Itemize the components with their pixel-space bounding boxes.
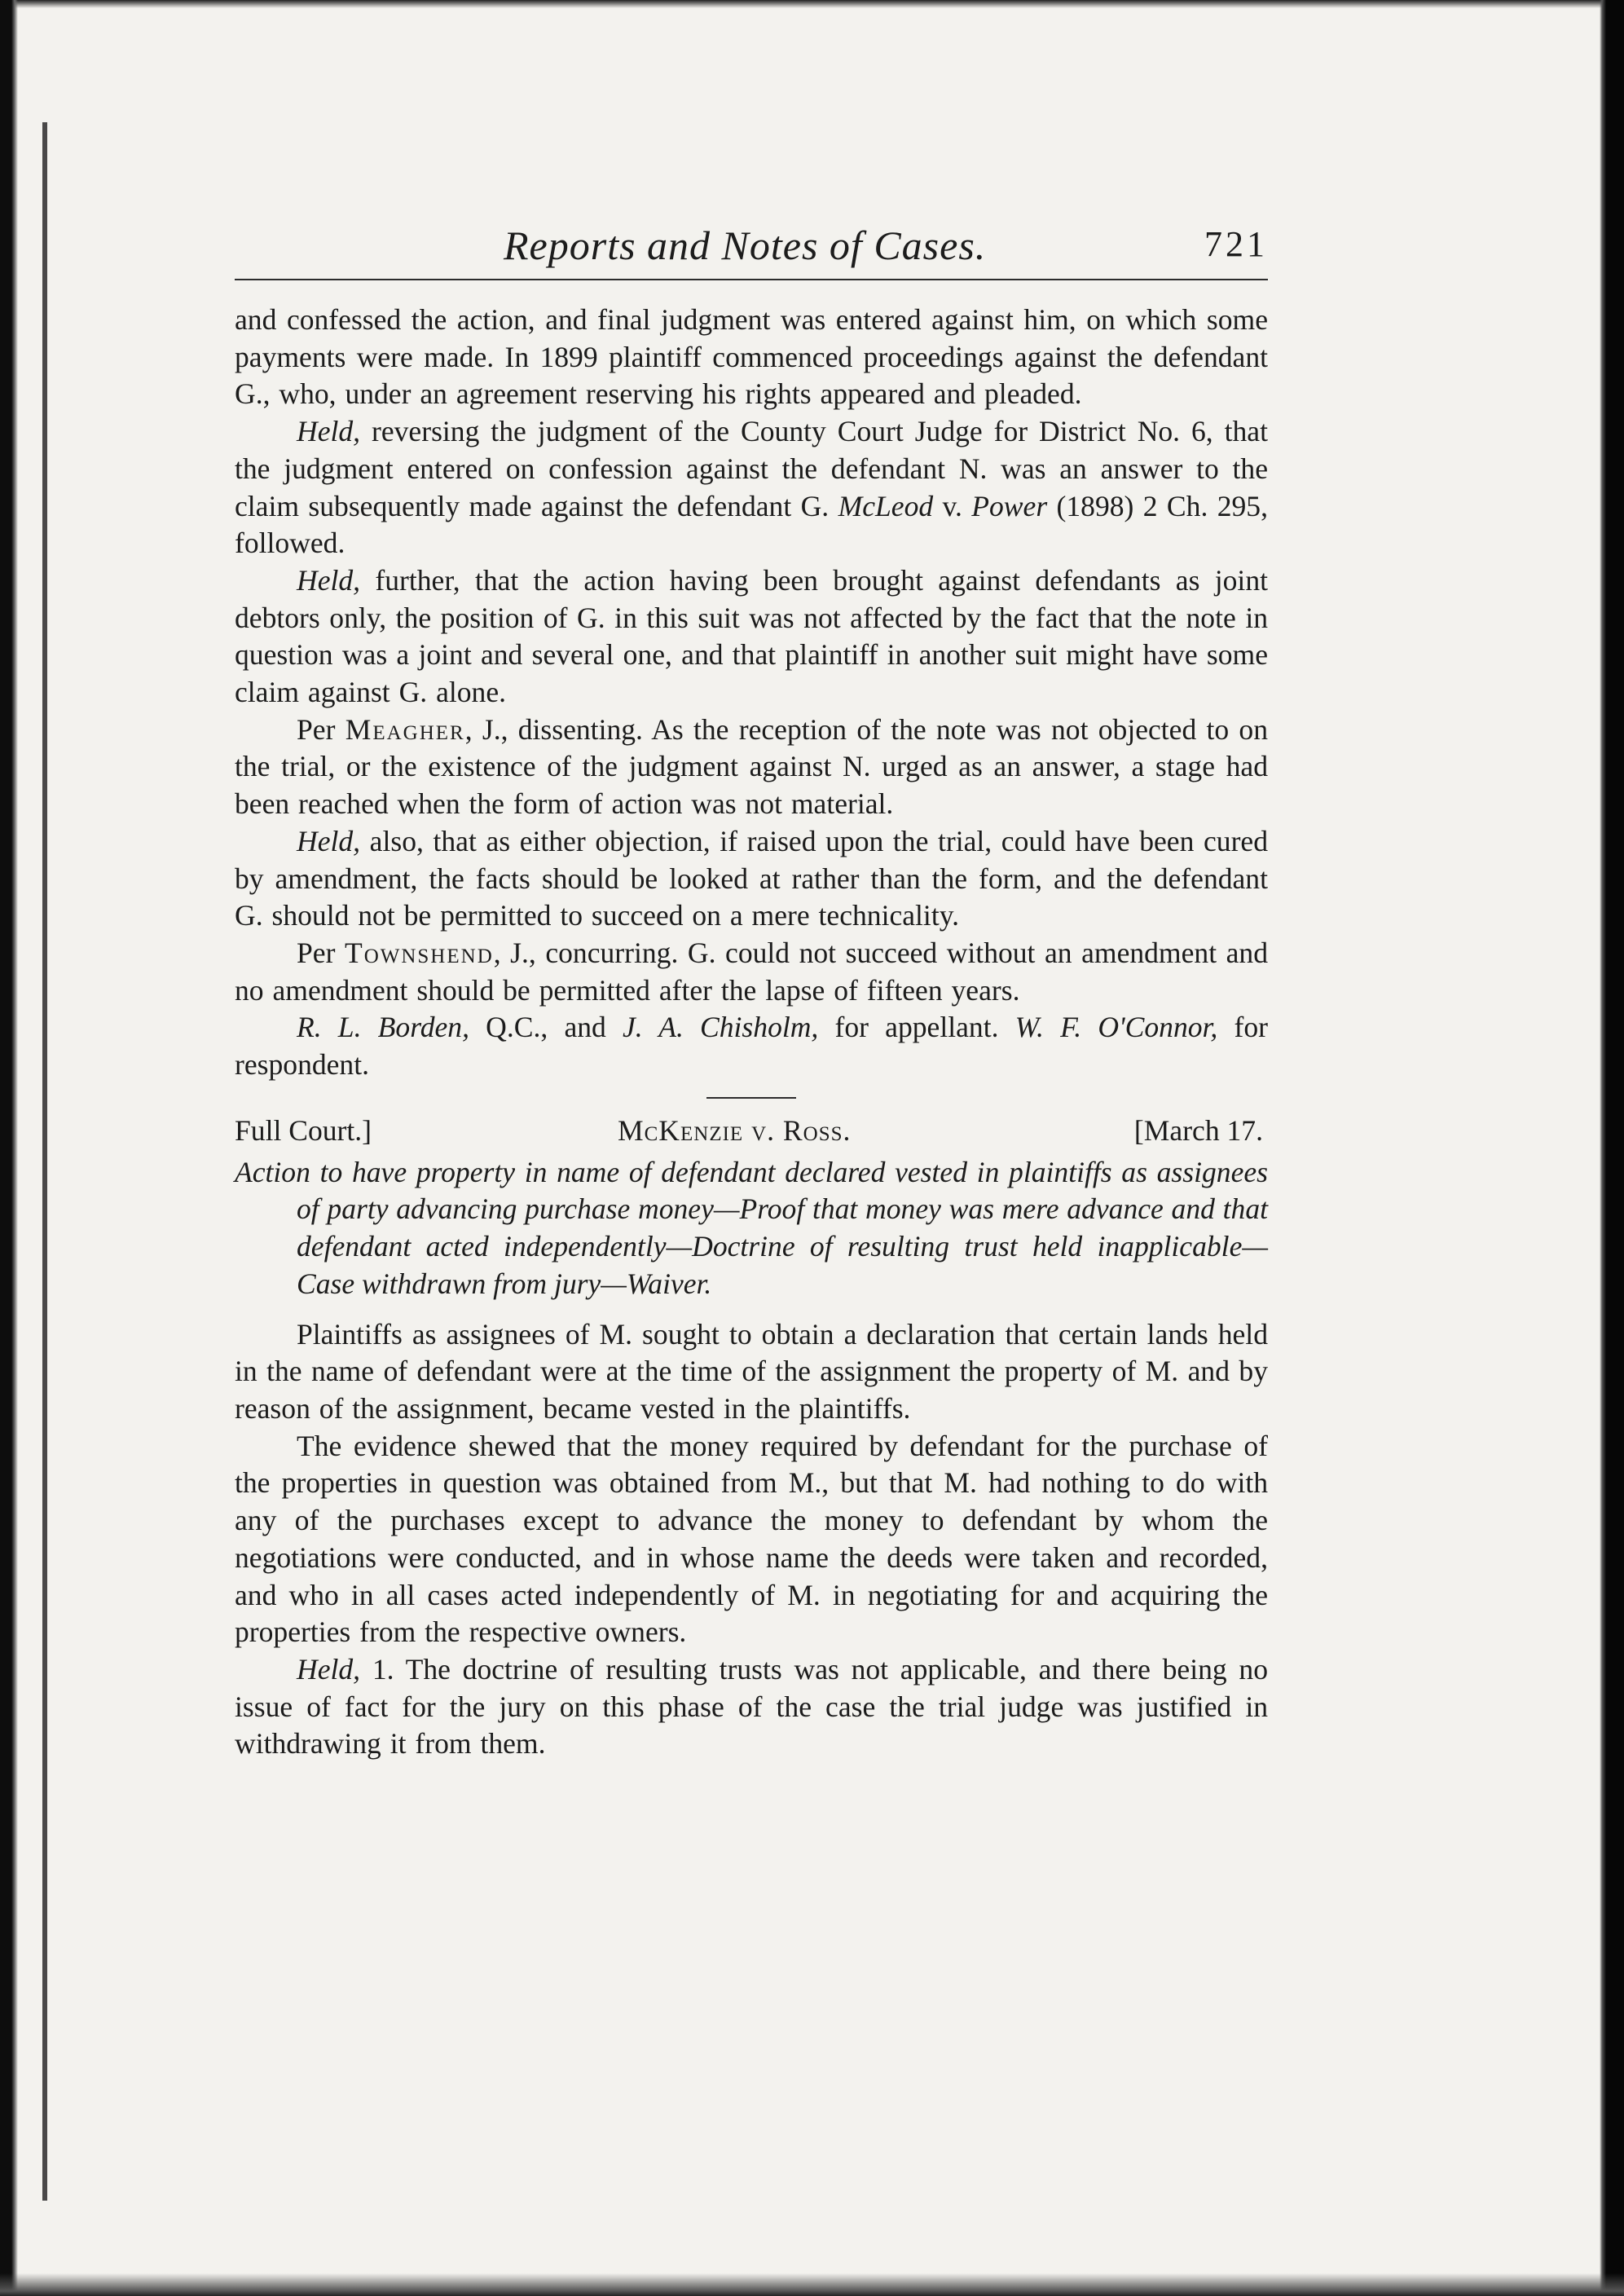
paragraph-5-text: also, that as either objection, if raised upon the trial, could have been cured by amendment, the facts should be looked at rather than the form, and the defendant G. should not be permitted to succeed on a mere technicality. <box>235 824 1268 932</box>
page-number: 721 <box>1204 224 1268 264</box>
book-page <box>235 222 1268 1763</box>
paragraph-10 <box>235 1651 1268 1763</box>
paragraph-6-text: , J., concurring. G. could not succeed without an amendment and no amendment should be permitted after the lapse of fifteen years. <box>235 936 1268 1007</box>
per-label: Per <box>297 712 345 746</box>
counsel-text: for respondent. <box>235 1011 1268 1082</box>
running-head <box>235 222 1268 280</box>
paragraph-9: The evidence shewed that the money required by defendant for the purchase of the properties in question was obtained from M., but that M. had nothing to do with any of the purchases except to advance the money to defendant by whom the negotiations were conducted, and in whose name the deeds were taken and recorded, and who in all cases acted independently of M. in negotiating for and acquiring the properties from the respective owners. <box>235 1429 1268 1649</box>
paragraph-2-text: reversing the judgment of the County Court Judge for District No. 6, that the judgment entered on confession against the defendant N. was an answer to the claim subsequently made against the defendant G. <box>235 415 1268 522</box>
counsel-text: Q.C., and <box>469 1011 623 1044</box>
versus: v. <box>933 489 972 522</box>
scan-edge-right <box>1600 0 1624 2296</box>
paragraph-5 <box>235 823 1268 935</box>
case-citation-b: Power <box>971 489 1048 522</box>
case-headnote: Action to have property in name of defendant declared vested in plaintiffs as assignees of party advancing purchase money—Proof that money was mere advance and that defendant acted independently—Doctrine of resulting trust held inapplicable—Case withdrawn from jury—Waiver. <box>235 1155 1268 1300</box>
held-label: Held, <box>297 1652 361 1686</box>
case-name: McKenzie v. Ross. <box>618 1113 852 1147</box>
scan-edge-left <box>0 0 18 2296</box>
held-label: Held, <box>297 824 361 857</box>
paragraph-8: Plaintiffs as assignees of M. sought to obtain a declaration that certain lands held in the name of defendant were at the time of the assignment the property of M. and by reason of the assignment, became vested in the plaintiffs. <box>235 1317 1268 1425</box>
counsel-name: J. A. Chisholm, <box>623 1011 819 1044</box>
spacer <box>235 1303 1268 1316</box>
case-date: [March 17. <box>1133 1113 1263 1147</box>
judge-name: Townshend <box>344 936 494 969</box>
scan-edge-bottom <box>0 2273 1624 2296</box>
paragraph-2 <box>235 413 1268 562</box>
section-divider <box>706 1097 796 1099</box>
case-citation-a: McLeod <box>838 489 934 522</box>
per-label: Per <box>297 936 345 969</box>
paragraph-3-text: further, that the action having been brought against defendants as joint debtors only, the position of G. in this suit was not affected by the fact that the note in question was a joint and several one, and that plaintiff in another suit might have some claim against G. alone. <box>235 563 1268 709</box>
case-court: Full Court.] <box>235 1113 372 1147</box>
counsel-paragraph <box>235 1009 1268 1083</box>
citation-reference: (1898) 2 Ch. 295, followed. <box>235 489 1268 560</box>
judge-name: Meagher <box>345 712 465 746</box>
paragraph-1: and confessed the action, and final judgment was entered against him, on which some payments were made. In 1899 plaintiff commenced proceedings against the defendant G., who, under an agreement reserving his rights appeared and pleaded. <box>235 303 1268 411</box>
paragraph-4-text: , J., dissenting. As the reception of the note was not objected to on the trial, or the existence of the judgment against N. urged as an answer, a stage had been reached when the form of action was not material. <box>235 712 1269 821</box>
counsel-text: for appellant. <box>818 1011 1015 1044</box>
paragraph-3 <box>235 562 1268 712</box>
paragraph-6 <box>235 935 1268 1009</box>
counsel-name: R. L. Borden, <box>297 1011 469 1044</box>
running-title: Reports and Notes of Cases. <box>504 223 987 268</box>
scan-binding-shadow <box>42 122 47 2201</box>
held-label: Held, <box>297 563 361 597</box>
held-label: Held, <box>297 415 361 448</box>
counsel-name: W. F. O'Connor, <box>1014 1011 1218 1044</box>
case-heading <box>235 1113 1268 1154</box>
paragraph-10-text: 1. The doctrine of resulting trusts was not applicable, and there being no issue of fact for the jury on this phase of the case the trial judge was justified in withdrawing it from them. <box>235 1652 1268 1761</box>
scan-edge-top <box>0 0 1624 8</box>
body-text <box>235 302 1268 1763</box>
paragraph-4 <box>235 712 1268 823</box>
